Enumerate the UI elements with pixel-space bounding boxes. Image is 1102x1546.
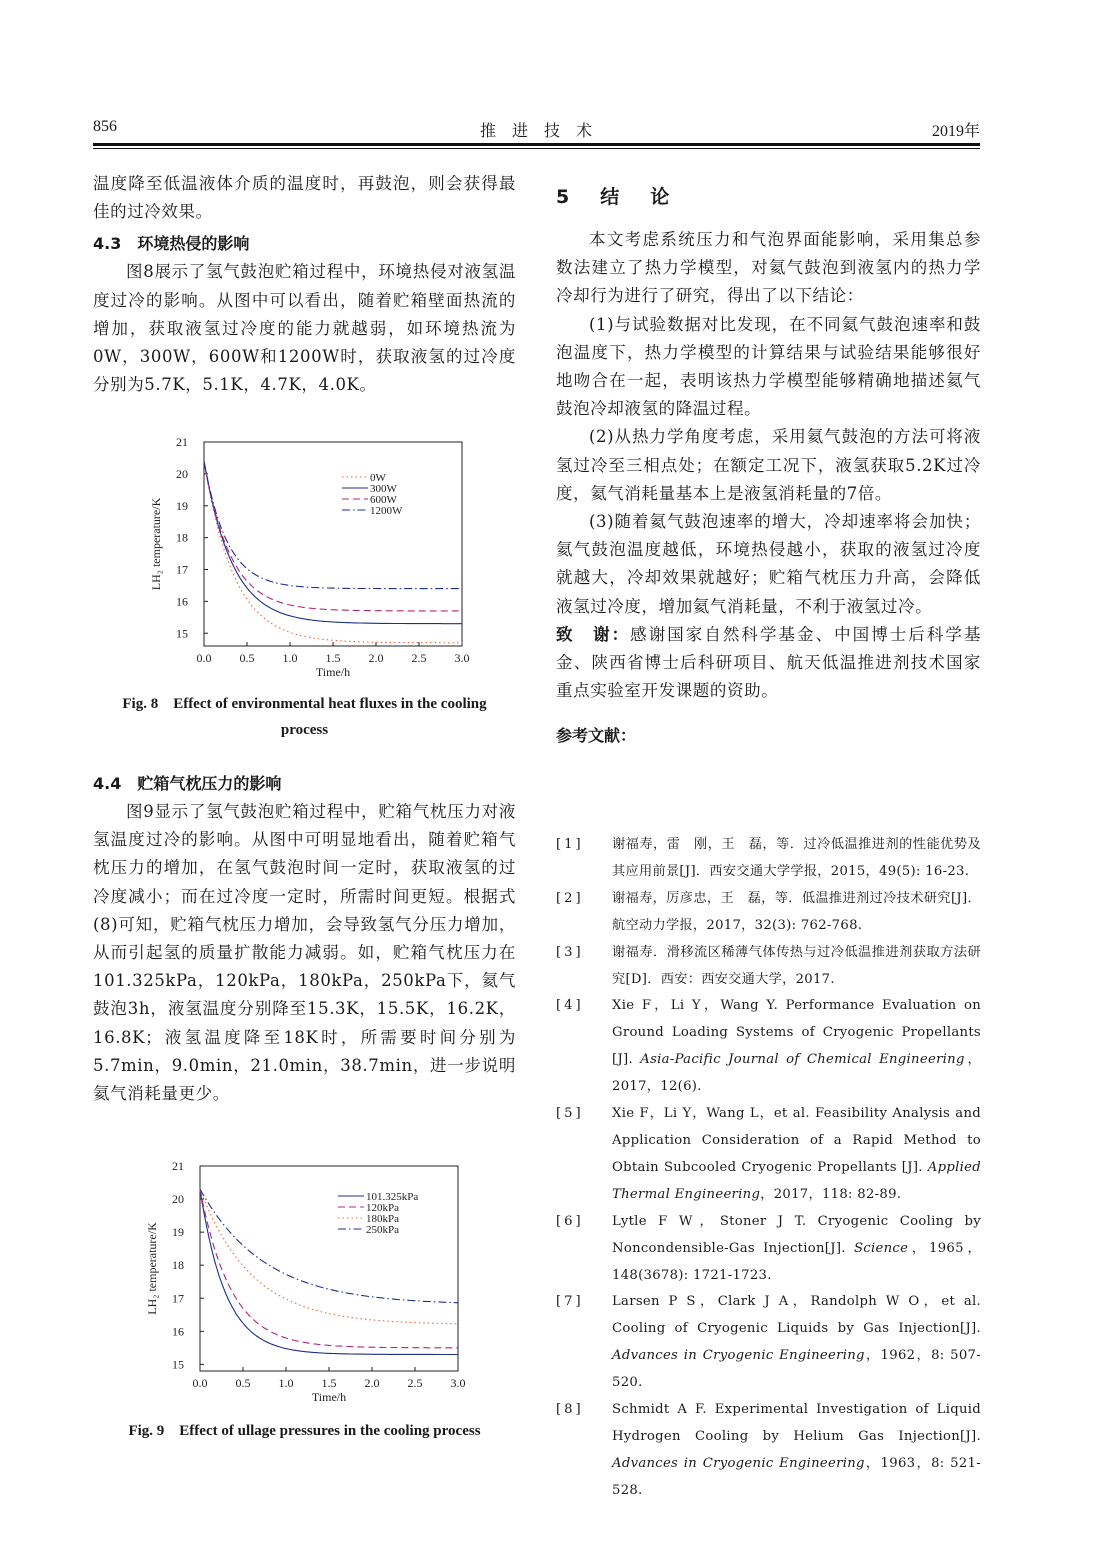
reference-number: [5]: [556, 1106, 584, 1122]
reference-number: [7]: [556, 1294, 584, 1310]
reference-item: [556, 993, 981, 1101]
intro-paragraph: 温度降至低温液体介质的温度时，再鼓泡，则会获得最佳的过冷效果。: [93, 174, 516, 222]
right-column: [556, 182, 981, 746]
legend-label: 1200W: [370, 505, 403, 517]
reference-item: [556, 886, 981, 940]
journal-name: 推 进 技 术: [480, 123, 599, 140]
figure-8-caption: [93, 691, 516, 743]
y-tick-label: 15: [172, 1357, 184, 1372]
y-tick-label: 18: [172, 1258, 184, 1273]
legend-label: 300W: [370, 483, 397, 495]
conclusion-intro: 本文考虑系统压力和气泡界面能影响，采用集总参数法建立了热力学模型，对氦气鼓泡到液氢内的热力学冷却行为进行了研究，得出了以下结论：: [556, 230, 981, 306]
reference-number: [1]: [556, 837, 584, 852]
header-year: 2019年: [931, 123, 980, 140]
legend-label: 101.325kPa: [366, 1191, 419, 1203]
page-number: 856: [93, 118, 117, 135]
section-4-4-body: 图9显示了氢气鼓泡贮箱过程中，贮箱气枕压力对液氢温度过冷的影响。从图中可明显地看出，随着贮箱气枕压力的增加，在氢气鼓泡时间一定时，获取液氢的过冷度减小；而在过冷度一定时，所需时间更短。根据式(8)可知，贮箱气枕压力增加，会导致氢气分压力增加，从而引起氢的质量扩散能力减弱。如，贮箱气枕压力在101.325kPa，120kPa，180kPa，250kPa下，氦气鼓泡3h，液氢温度分别降至15.3K，15.5K，16.2K，16.8K；液氢温度降至18K时，所需要时间分别为5.7min，9.0min，21.0min，38.7min，进一步说明氦气消耗量更少。: [93, 802, 516, 1104]
reference-item: [556, 1397, 981, 1505]
reference-text: Larsen P S，Clark J A，Randolph W O，et al. Cooling of Cryogenic Liquids by Gas Injection[J]. Advances in Cryogenic Engineering，1962，8: 507-520.: [612, 1294, 981, 1391]
reference-text: Lytle F W，Stoner J T. Cryogenic Cooling by Noncondensible-Gas Injection[J]. Science，1965，148(3678): 1721-1723.: [612, 1213, 981, 1283]
conclusion-2: (2)从热力学角度考虑，采用氦气鼓泡的方法可将液氢过冷至三相点处；在额定工况下，液氢获取5.2K过冷度，氦气消耗量基本上是液氢消耗量的7倍。: [556, 427, 981, 503]
reference-number: [4]: [556, 998, 584, 1014]
x-tick-label: 1.5: [321, 1376, 337, 1390]
reference-number: [2]: [556, 890, 584, 906]
x-tick-label: 3.0: [450, 1376, 466, 1390]
reference-text: Schmidt A F. Experimental Investigation of Liquid Hydrogen Cooling by Helium Gas Injection[J]. Advances in Cryogenic Engineering，1963，8: 521-528.: [612, 1402, 981, 1498]
series-line: [204, 461, 462, 643]
series-line: [200, 1189, 458, 1348]
x-tick-label: 0.5: [239, 651, 255, 665]
y-tick-label: 20: [176, 466, 188, 481]
y-axis-label: LH₂ temperature/K: [145, 1222, 159, 1315]
y-tick-label: 20: [172, 1192, 184, 1207]
reference-text: Xie F，Li Y，Wang Y. Performance Evaluation on Ground Loading Systems of Cryogenic Propellants [J]. Asia-Pacific Journal of Chemical Engineering，2017，12(6).: [612, 998, 982, 1095]
acknowledgement-text: 感谢国家自然科学基金、中国博士后科学基金、陕西省博士后科研项目、航天低温推进剂技术国家重点实验室开发课题的资助。: [556, 624, 981, 701]
x-tick-label: 2.5: [407, 1376, 423, 1390]
series-line: [204, 461, 462, 624]
x-tick-label: 1.0: [278, 1376, 294, 1390]
x-axis-label: Time/h: [315, 665, 351, 679]
legend-label: 600W: [370, 494, 397, 506]
legend-label: 0W: [370, 472, 386, 484]
x-tick-label: 1.5: [325, 651, 341, 665]
figure-9-caption: Fig. 9 Effect of ullage pressures in the cooling process: [128, 1423, 481, 1439]
reference-text: 谢福寿．滑移流区稀薄气体传热与过冷低温推进剂获取方法研究[D]．西安：西安交通大学，2017.: [612, 944, 981, 987]
x-tick-label: 3.0: [454, 651, 470, 665]
legend-label: 180kPa: [366, 1213, 399, 1225]
reference-text: 谢福寿，厉彦忠，王 磊，等．低温推进剂过冷技术研究[J]．航空动力学报，2017，32(3): 762-768.: [612, 890, 981, 933]
legend-label: 250kPa: [366, 1224, 399, 1236]
x-tick-label: 0.0: [192, 1376, 208, 1390]
y-tick-label: 21: [176, 435, 188, 449]
reference-item: [556, 1289, 981, 1397]
y-tick-label: 17: [176, 562, 188, 577]
reference-list: [556, 832, 981, 1505]
reference-item: [556, 832, 981, 886]
x-tick-label: 1.0: [282, 651, 298, 665]
x-axis-label: Time/h: [311, 1390, 347, 1404]
section-4-4-title: 4.4 贮箱气枕压力的影响: [93, 774, 282, 793]
x-tick-label: 0.5: [235, 1376, 251, 1390]
series-line: [200, 1189, 458, 1354]
x-tick-label: 0.0: [196, 651, 212, 665]
references-title: 参考文献：: [556, 726, 637, 746]
plot-frame: [204, 442, 462, 646]
y-axis-label: LH₂ temperature/K: [149, 497, 163, 591]
figure-9-chart: [140, 1156, 470, 1418]
x-tick-label: 2.0: [368, 651, 384, 665]
reference-number: [6]: [556, 1213, 584, 1229]
y-tick-label: 17: [172, 1291, 184, 1306]
y-tick-label: 16: [172, 1324, 184, 1339]
series-line: [200, 1189, 458, 1303]
header-rule-thick: [93, 143, 980, 146]
series-line: [200, 1189, 458, 1324]
reference-text: 谢福寿，雷 刚，王 磊，等．过冷低温推进剂的性能优势及其应用前景[J]．西安交通大学学报，2015，49(5): 16-23.: [612, 837, 981, 879]
plot-frame: [200, 1166, 458, 1371]
y-tick-label: 21: [172, 1159, 184, 1173]
reference-text: Xie F，Li Y，Wang L，et al. Feasibility Analysis and Application Consideration of a Rapid Method to Obtain Subcooled Cryogenic Propellants [J]. Applied Thermal Engineering，2017，118: 82-89.: [612, 1106, 981, 1202]
reference-item: [556, 940, 981, 994]
legend-label: 120kPa: [366, 1202, 399, 1214]
left-column-lower: [93, 770, 516, 1108]
header-rule-thin: [93, 148, 980, 149]
conclusion-1: (1)与试验数据对比发现，在不同氦气鼓泡速率和鼓泡温度下，热力学模型的计算结果与试验结果能够很好地吻合在一起，表明该热力学模型能够精确地描述氦气鼓泡冷却液氢的降温过程。: [556, 314, 981, 419]
y-tick-label: 19: [176, 498, 188, 513]
left-column: [93, 170, 516, 399]
conclusion-3: (3)随着氦气鼓泡速率的增大，冷却速率将会加快；氦气鼓泡温度越低，环境热侵越小，获取的液氢过冷度就越大，冷却效果就越好；贮箱气枕压力升高，会降低液氢过冷度，增加氦气消耗量，不利于液氢过冷。: [556, 512, 981, 616]
reference-item: [556, 1101, 981, 1209]
x-tick-label: 2.5: [411, 651, 427, 665]
section-5-title: 5 结 论: [556, 186, 676, 208]
reference-number: [3]: [556, 944, 584, 960]
reference-number: [8]: [556, 1402, 584, 1418]
reference-item: [556, 1209, 981, 1290]
series-line: [204, 461, 462, 588]
y-tick-label: 16: [176, 594, 188, 609]
acknowledgement-label: 致 谢：: [556, 624, 631, 644]
y-tick-label: 18: [176, 530, 188, 545]
section-4-3-title: 4.3 环境热侵的影响: [93, 234, 250, 254]
figure-8-caption-line-2: process: [280, 722, 329, 738]
acknowledgement: [556, 621, 981, 706]
x-tick-label: 2.0: [364, 1376, 380, 1390]
y-tick-label: 19: [172, 1225, 184, 1240]
figure-8-chart: [140, 434, 470, 686]
section-4-3-body: 图8展示了氢气鼓泡贮箱过程中，环境热侵对液氢温度过冷的影响。从图中可以看出，随着贮箱壁面热流的增加，获取液氢过冷度的能力就越弱，如环境热流为0W，300W，600W和1200W时，获取液氢的过冷度分别为5.7K，5.1K，4.7K，4.0K。: [93, 262, 516, 395]
figure-8-caption-line-1: Fig. 8 Effect of environmental heat fluxes in the cooling: [122, 696, 487, 712]
y-tick-label: 15: [176, 626, 188, 641]
